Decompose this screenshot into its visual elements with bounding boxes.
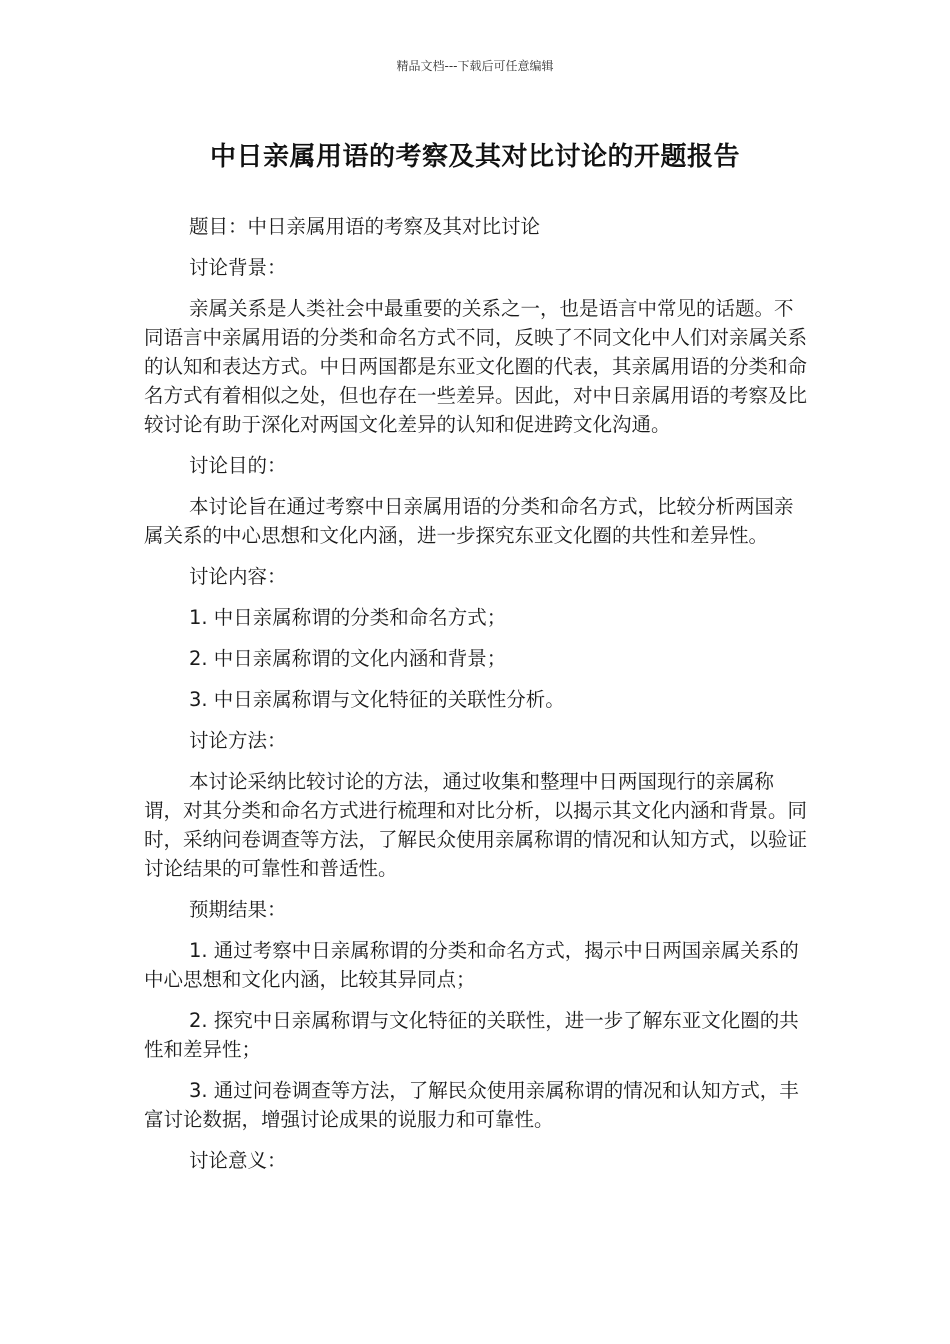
content-item-1: 1. 中日亲属称谓的分类和命名方式； bbox=[189, 606, 507, 629]
document-body bbox=[144, 212, 808, 1187]
section-label-method: 讨论方法： bbox=[189, 729, 287, 752]
section-label-content: 讨论内容： bbox=[189, 565, 287, 588]
section-label-background: 讨论背景： bbox=[189, 256, 287, 279]
paragraph-method: 本讨论采纳比较讨论的方法，通过收集和整理中日两国现行的亲属称谓，对其分类和命名方式进行梳理和对比分析，以揭示其文化内涵和背景。同时，采纳问卷调查等方法，了解民众使用亲属称谓的情况和认知方式，以验证讨论结果的可靠性和普适性。 bbox=[144, 770, 808, 880]
content-item-3: 3. 中日亲属称谓与文化特征的关联性分析。 bbox=[189, 688, 565, 711]
paragraph-purpose: 本讨论旨在通过考察中日亲属用语的分类和命名方式，比较分析两国亲属关系的中心思想和文化内涵，进一步探究东亚文化圈的共性和差异性。 bbox=[144, 495, 794, 547]
header-note: 精品文档---下载后可任意编辑 bbox=[396, 59, 554, 73]
document-title: 中日亲属用语的考察及其对比讨论的开题报告 bbox=[209, 142, 740, 172]
paragraph-background: 亲属关系是人类社会中最重要的关系之一，也是语言中常见的话题。不同语言中亲属用语的分类和命名方式不同，反映了不同文化中人们对亲属关系的认知和表达方式。中日两国都是东亚文化圈的代表，其亲属用语的分类和命名方式有着相似之处，但也存在一些差异。因此，对中日亲属用语的考察及比较讨论有助于深化对两国文化差异的认知和促进跨文化沟通。 bbox=[144, 297, 808, 436]
result-item-1: 1. 通过考察中日亲属称谓的分类和命名方式，揭示中日两国亲属关系的中心思想和文化内涵，比较其异同点； bbox=[144, 939, 799, 991]
content-item-2: 2. 中日亲属称谓的文化内涵和背景； bbox=[189, 647, 507, 670]
section-label-expected-results: 预期结果： bbox=[189, 898, 287, 921]
section-label-significance: 讨论意义： bbox=[189, 1149, 287, 1172]
result-item-3: 3. 通过问卷调查等方法，了解民众使用亲属称谓的情况和认知方式，丰富讨论数据，增强讨论成果的说服力和可靠性。 bbox=[144, 1079, 799, 1131]
topic-line: 题目：中日亲属用语的考察及其对比讨论 bbox=[189, 215, 541, 238]
result-item-2: 2. 探究中日亲属称谓与文化特征的关联性，进一步了解东亚文化圈的共性和差异性； bbox=[144, 1009, 799, 1061]
section-label-purpose: 讨论目的： bbox=[189, 454, 287, 477]
